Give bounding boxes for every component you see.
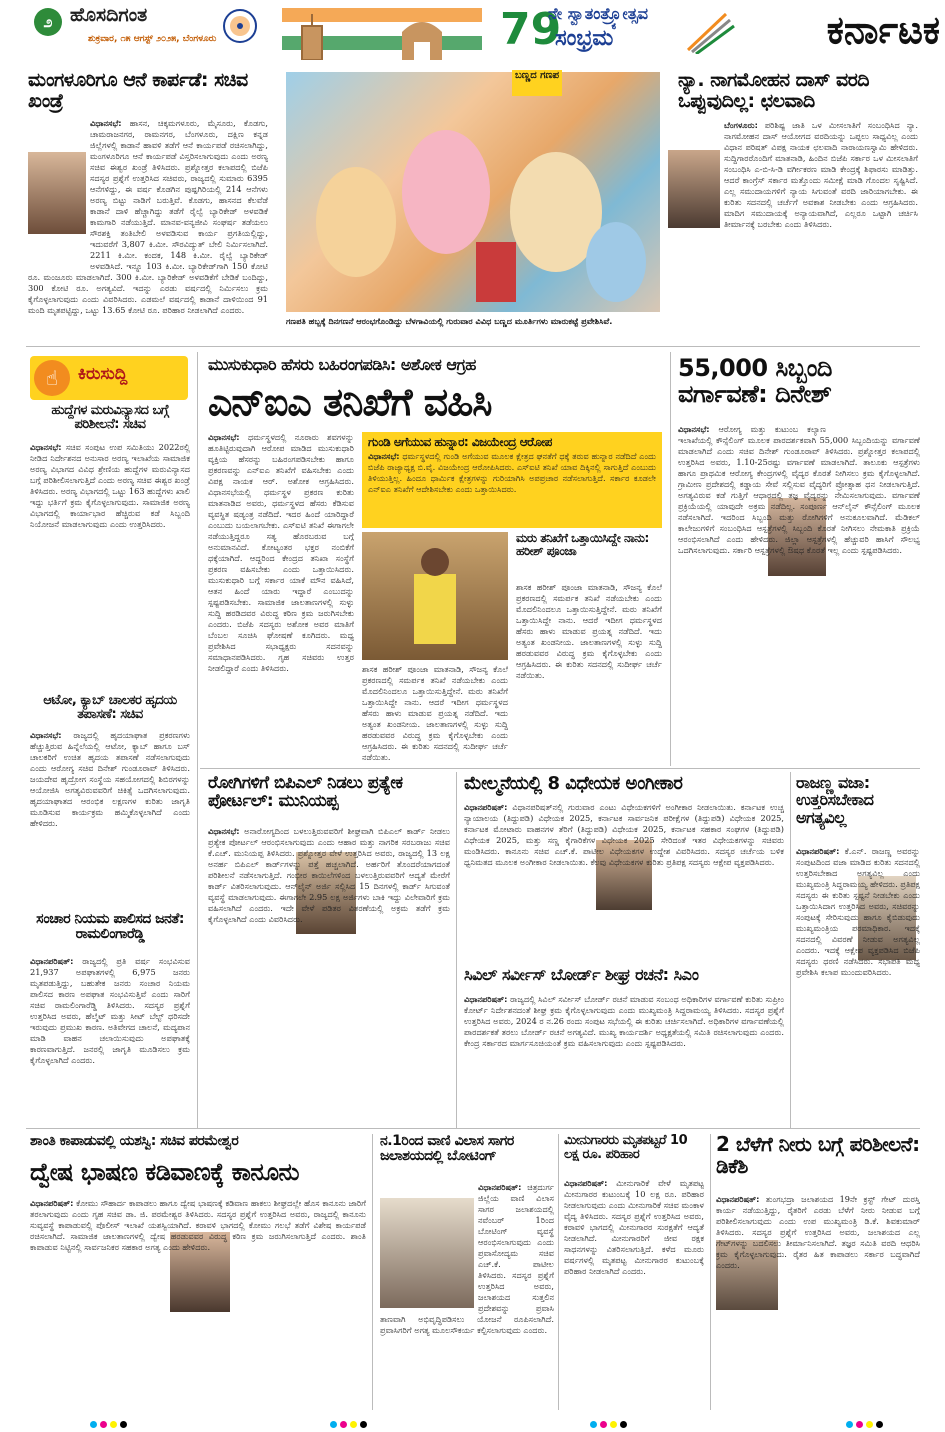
story-headline: 55,000 ಸಿಬ್ಬಂದಿ ವರ್ಗಾವಣೆ: ದಿನೇಶ್ [678,354,832,408]
sidebar-box-body [368,451,656,519]
story-body [30,1198,366,1408]
story-body [28,118,268,340]
story-body [380,1182,554,1408]
column-divider [670,352,671,766]
story-body [464,802,784,958]
story-headline: ಮಂಗಳೂರಿಗೂ ಆನೆ ಕಾರ್ಪಡೆ: ಸಚಿವ ಖಂಡ್ರೆ [28,69,248,112]
dateline: ವಿಧಾನಪರಿಷತ್: [478,1182,522,1192]
story-kicker: ಮುಸುಕುಧಾರಿ ಹೆಸರು ಬಹಿರಂಗಪಡಿಸಿ: ಅಶೋಕ ಆಗ್ರಹ [208,355,476,374]
sidebar-box-title: ಗುಂಡಿ ಅಗೆಯುವ ಹುನ್ನಾರ: ವಿಜಯೇಂದ್ರ ಆರೋಪ [368,435,552,449]
anniversary-number: 79 [500,4,562,55]
dateline: ಬೆಂಗಳೂರು: [724,120,758,130]
kirusuddi-banner [30,356,188,400]
india-gate-illustration [282,2,482,60]
story-text: ಕೆ.ಎನ್. ರಾಜಣ್ಣ ಅವರನ್ನು ಸಂಪುಟದಿಂದ ವಜಾ ಮಾಡಿದ ಕುರಿತು ಸದನದಲ್ಲಿ ಉತ್ತರಿಸಬೇಕಾದ ಅಗತ್ಯವಿಲ್ಲ ಎಂದು ಮುಖ್ಯಮಂತ್ರಿ ಸಿದ್ದರಾಮಯ್ಯ ಹೇಳಿದರು. ಪ್ರತಿಪಕ್ಷ ಸದಸ್ಯರು ಈ ಕುರಿತು ಸ್ಪಷ್ಟನೆ ನೀಡಬೇಕು ಎಂದು ಒತ್ತಾಯಿಸಿದಾಗ ಉತ್ತರಿಸಿದ ಅವರು, ಸಚಿವರನ್ನು ಸಂಪುಟಕ್ಕೆ ಸೇರಿಸುವುದು ಹಾಗೂ ಕೈಬಿಡುವುದು ಮುಖ್ಯಮಂತ್ರಿಯ ಪರಮಾಧಿಕಾರ. ಇದಕ್ಕೆ ಸದನದಲ್ಲಿ ವಿವರಣೆ ನೀಡುವ ಅಗತ್ಯವಿಲ್ಲ ಎಂದರು. ಇದಕ್ಕೆ ಆಕ್ಷೇಪ ವ್ಯಕ್ತಪಡಿಸಿದ ಬಿಜೆಪಿ ಸದಸ್ಯರು ಧರಣಿ ನಡೆಸಿದರು. ಸಭಾಪತಿ ಮಧ್ಯ ಪ್ರವೇಶಿಸಿ ಕಲಾಪ ಮುಂದುವರಿಸಿದರು. [796,846,920,977]
print-registration-marks [90,1413,150,1421]
story-headline: ಸಿವಿಲ್ ಸರ್ವೀಸ್ ಬೋರ್ಡ್ ಶೀಘ್ರ ರಚನೆ: ಸಿಎಂ [464,965,699,984]
column-divider [710,1134,711,1410]
hand-point-icon: ☝ [34,360,70,396]
story-headline: ನ.1ರಿಂದ ವಾಣಿ ವಿಲಾಸ ಸಾಗರ ಜಲಾಶಯದಲ್ಲಿ ಬೋಟಿಂಗ್ [380,1133,514,1165]
column-divider [372,1134,373,1410]
section-divider [26,1128,920,1129]
story-text: ಆರೋಗ್ಯ ಮತ್ತು ಕುಟುಂಬ ಕಲ್ಯಾಣ ಇಲಾಖೆಯಲ್ಲಿ ಕೌನ್ಸೆಲಿಂಗ್ ಮೂಲಕ ಪಾರದರ್ಶಕವಾಗಿ 55,000 ಸಿಬ್ಬಂದಿಯನ್ನು ವರ್ಗಾವಣೆ ಮಾಡಲಾಗಿದೆ ಎಂದು ಸಚಿವ ದಿನೇಶ್ ಗುಂಡೂರಾವ್ ತಿಳಿಸಿದರು. ಪ್ರಶ್ನೋತ್ತರ ಕಲಾಪದಲ್ಲಿ ಉತ್ತರಿಸಿದ ಅವರು, 1.10-25ರಷ್ಟು ವರ್ಗಾವಣೆ ಮಾಡಲಾಗಿದೆ. ತಾಲೂಕು ಆಸ್ಪತ್ರೆಗಳು ಹಾಗೂ ಪ್ರಾಥಮಿಕ ಆರೋಗ್ಯ ಕೇಂದ್ರಗಳಲ್ಲಿ ವೈದ್ಯರ ಕೊರತೆ ನೀಗಿಸಲು ಕ್ರಮ ಕೈಗೊಳ್ಳಲಾಗಿದೆ. ಗ್ರಾಮೀಣ ಪ್ರದೇಶದಲ್ಲಿ ಕಡ್ಡಾಯ ಸೇವೆ ಸಲ್ಲಿಸುವ ವೈದ್ಯರಿಗೆ ಪ್ರೋತ್ಸಾಹ ಧನ ನೀಡಲಾಗುತ್ತಿದೆ. ಅಗತ್ಯವಿರುವ ಕಡೆ ಗುತ್ತಿಗೆ ಆಧಾರದಲ್ಲಿ ತಜ್ಞ ವೈದ್ಯರನ್ನು ನೇಮಿಸಲಾಗುವುದು. ವರ್ಗಾವಣೆ ಪ್ರಕ್ರಿಯೆಯಲ್ಲಿ ಯಾವುದೇ ಅಕ್ರಮ ನಡೆದಿಲ್ಲ. ಸಂಪೂರ್ಣ ಆನ್‌ಲೈನ್ ಕೌನ್ಸೆಲಿಂಗ್ ಮೂಲಕ ನಡೆಸಲಾಗಿದೆ. ಇದರಿಂದ ಸಿಬ್ಬಂದಿ ಮತ್ತು ರೋಗಿಗಳಿಗೆ ಅನುಕೂಲವಾಗಿದೆ. ಮೆಡಿಕಲ್ ಕಾಲೇಜುಗಳಿಗೆ ಸಂಬಂಧಿಸಿದ ಆಸ್ಪತ್ರೆಗಳಲ್ಲಿ ಸಿಬ್ಬಂದಿ ಕೊರತೆ ನೀಗಿಸಲು ನೇಮಕಾತಿ ಪ್ರಕ್ರಿಯೆ ಆರಂಭಿಸಲಾಗಿದೆ ಎಂದು ಹೇಳಿದರು. ಜಿಲ್ಲಾ ಆಸ್ಪತ್ರೆಗಳಲ್ಲಿ ಹೆಚ್ಚುವರಿ ಹಾಸಿಗೆ ಸೌಲಭ್ಯ ಒದಗಿಸಲಾಗುವುದು. ಸರ್ಕಾರಿ ಆಸ್ಪತ್ರೆಗಳಲ್ಲಿ ಔಷಧ ಕೊರತೆ ಇಲ್ಲ ಎಂದು ಸ್ಪಷ್ಟಪಡಿಸಿದರು. [678,424,920,555]
story-text: ಪರಿಶಿಷ್ಟ ಜಾತಿ ಒಳ ಮೀಸಲಾತಿಗೆ ಸಂಬಂಧಿಸಿದ ನ್ಯಾ. ನಾಗಮೋಹನ ದಾಸ್ ಆಯೋಗದ ವರದಿಯನ್ನು ಒಪ್ಪಲು ಸಾಧ್ಯವಿಲ್ಲ ಎಂದು ವಿಧಾನ ಪರಿಷತ್ ವಿಪಕ್ಷ ನಾಯಕ ಛಲವಾದಿ ನಾರಾಯಣಸ್ವಾಮಿ ಹೇಳಿದರು. ಸುದ್ದಿಗಾರರೊಂದಿಗೆ ಮಾತನಾಡಿ, ಹಿಂದಿನ ಬಿಜೆಪಿ ಸರ್ಕಾರ ಒಳ ಮೀಸಲಾತಿಗೆ ಸಂಬಂಧಿಸಿ ಎ-ಬಿ-ಸಿ-ಡಿ ವರ್ಗೀಕರಣ ಮಾಡಿ ಕೇಂದ್ರಕ್ಕೆ ಶಿಫಾರಸು ಮಾಡಿತ್ತು. ಆದರೆ ಕಾಂಗ್ರೆಸ್ ಸರ್ಕಾರ ಮತ್ತೊಂದು ಸಮೀಕ್ಷೆ ಮಾಡಿ ಗೊಂದಲ ಸೃಷ್ಟಿಸಿದೆ. ಎಲ್ಲ ಸಮುದಾಯಗಳಿಗೆ ನ್ಯಾಯ ಸಿಗುವಂತೆ ವರದಿ ಜಾರಿಯಾಗಬೇಕು. ಈ ಕುರಿತು ಸದನದಲ್ಲಿ ಚರ್ಚೆಗೆ ಅವಕಾಶ ನೀಡಬೇಕು ಎಂದು ಆಗ್ರಹಿಸಿದರು. ಮಾದಿಗ ಸಮುದಾಯಕ್ಕೆ ಅನ್ಯಾಯವಾಗಿದೆ, ಎಲ್ಲರೂ ಒಟ್ಟಾಗಿ ಚರ್ಚಿಸಿ ತೀರ್ಮಾನಕ್ಕೆ ಬರಬೇಕು ಎಂದು ತಿಳಿಸಿದರು. [724,120,918,229]
section-title: ಕರ್ನಾಟಕ [826,8,940,52]
story-headline: ದ್ವೇಷ ಭಾಷಣ ಕಡಿವಾಣಕ್ಕೆ ಕಾನೂನು [30,1158,300,1186]
story-text: ರಾಜ್ಯದಲ್ಲಿ ಹೃದಯಾಘಾತ ಪ್ರಕರಣಗಳು ಹೆಚ್ಚುತ್ತಿರುವ ಹಿನ್ನೆಲೆಯಲ್ಲಿ ಆಟೋ, ಕ್ಯಾಬ್ ಹಾಗೂ ಬಸ್ ಚಾಲಕರಿಗೆ ಉಚಿತ ಹೃದಯ ತಪಾಸಣೆ ನಡೆಸಲಾಗುವುದು ಎಂದು ಆರೋಗ್ಯ ಸಚಿವ ದಿನೇಶ್ ಗುಂಡೂರಾವ್ ತಿಳಿಸಿದರು. ಜಯದೇವ ಹೃದ್ರೋಗ ಸಂಸ್ಥೆಯ ಸಹಯೋಗದಲ್ಲಿ ಶಿಬಿರಗಳನ್ನು ಆಯೋಜಿಸಿ ಅಗತ್ಯವಿರುವವರಿಗೆ ಚಿಕಿತ್ಸೆ ಒದಗಿಸಲಾಗುವುದು. ಹೃದಯಾಘಾತದ ಆರಂಭಿಕ ಲಕ್ಷಣಗಳ ಕುರಿತು ಜಾಗೃತಿ ಮೂಡಿಸುವ ಕಾರ್ಯಕ್ರಮ ಹಮ್ಮಿಕೊಳ್ಳಲಾಗಿದೆ ಎಂದು ಹೇಳಿದರು. [30,730,190,828]
sidebar-box [362,432,662,528]
column-divider [790,772,791,1128]
ganesha-idols-photo [286,72,660,312]
dateline: ವಿಧಾನಪರಿಷತ್: [30,956,74,966]
page-number-badge: ೨ [34,8,62,36]
anniversary-line-2: ಸಂಭ್ರಮ [555,26,614,51]
column-divider [558,1134,559,1410]
story-text: ಧರ್ಮಸ್ಥಳದಲ್ಲಿ ಗುಂಡಿ ಅಗೆಯುವ ಮೂಲಕ ಕ್ಷೇತ್ರದ ಘನತೆಗೆ ಧಕ್ಕೆ ತರುವ ಹುನ್ನಾರ ನಡೆದಿದೆ ಎಂದು ಬಿಜೆಪಿ ರಾಜ್ಯಾಧ್ಯಕ್ಷ ಬಿ.ವೈ. ವಿಜಯೇಂದ್ರ ಆರೋಪಿಸಿದರು. ಎಸ್‌ಐಟಿ ತನಿಖೆ ಯಾವ ದಿಕ್ಕಿನಲ್ಲಿ ಸಾಗುತ್ತಿದೆ ಎಂಬುದು ತಿಳಿಯುತ್ತಿಲ್ಲ. ಹಿಂದೂ ಧಾರ್ಮಿಕ ಕ್ಷೇತ್ರಗಳನ್ನು ಗುರಿಯಾಗಿಸಿ ಅಪಪ್ರಚಾರ ನಡೆಸಲಾಗುತ್ತಿದೆ. ಸರ್ಕಾರ ಕೂಡಲೇ ಎನ್‌ಐಎ ತನಿಖೆಗೆ ಆದೇಶಿಸಬೇಕು ಎಂದು ಒತ್ತಾಯಿಸಿದರು. [368,450,656,494]
dateline: ವಿಧಾನಪರಿಷತ್: [716,1194,760,1204]
story-body [564,1178,704,1408]
newspaper-logo: ಹೊಸದಿಗಂತ [70,4,148,26]
story-body [30,956,190,1122]
story-headline: ರಾಜಣ್ಣ ವಜಾ: ಉತ್ತರಿಸಬೇಕಾದ ಅಗತ್ಯವಿಲ್ಲ [796,773,874,827]
brief-body [30,442,190,690]
story-text: ಧರ್ಮಸ್ಥಳದಲ್ಲಿ ನೂರಾರು ಶವಗಳನ್ನು ಹೂತಿಟ್ಟಿರುವುದಾಗಿ ಆರೋಪ ಮಾಡಿದ ಮುಸುಕುಧಾರಿ ವ್ಯಕ್ತಿಯ ಹೆಸರನ್ನು ಬಹಿರಂಗಪಡಿಸಬೇಕು ಹಾಗೂ ಪ್ರಕರಣವನ್ನು ಎನ್‌ಐಎ ತನಿಖೆಗೆ ವಹಿಸಬೇಕು ಎಂದು ವಿಪಕ್ಷ ನಾಯಕ ಆರ್. ಅಶೋಕ ಆಗ್ರಹಿಸಿದರು. ವಿಧಾನಸಭೆಯಲ್ಲಿ ಧರ್ಮಸ್ಥಳ ಪ್ರಕರಣ ಕುರಿತು ಮಾತನಾಡಿದ ಅವರು, ಧರ್ಮಸ್ಥಳದ ಹೆಸರು ಕೆಡಿಸುವ ವ್ಯವಸ್ಥಿತ ಷಡ್ಯಂತ್ರ ನಡೆದಿದೆ. ಇದರ ಹಿಂದೆ ಯಾರಿದ್ದಾರೆ ಎಂಬುದು ಬಯಲಾಗಬೇಕು. ಎಸ್‌ಐಟಿ ತನಿಖೆ ಈಗಾಗಲೇ ನಡೆಯುತ್ತಿದ್ದರೂ ಸತ್ಯ ಹೊರಬರುವ ಬಗ್ಗೆ ಅನುಮಾನವಿದೆ. ಕೋಟ್ಯಂತರ ಭಕ್ತರ ನಂಬಿಕೆಗೆ ಧಕ್ಕೆಯಾಗಿದೆ. ಆದ್ದರಿಂದ ಕೇಂದ್ರದ ತನಿಖಾ ಸಂಸ್ಥೆಗೆ ಪ್ರಕರಣ ವಹಿಸಬೇಕು ಎಂದು ಒತ್ತಾಯಿಸಿದರು. ಮುಸುಕುಧಾರಿ ಬಗ್ಗೆ ಸರ್ಕಾರ ಯಾಕೆ ಮೌನ ವಹಿಸಿದೆ, ಆತನ ಹಿಂದೆ ಯಾರು ಇದ್ದಾರೆ ಎಂಬುದನ್ನು ಸ್ಪಷ್ಟಪಡಿಸಬೇಕು. ಸಾಮಾಜಿಕ ಜಾಲತಾಣಗಳಲ್ಲಿ ಸುಳ್ಳು ಸುದ್ದಿ ಹರಡಿದವರ ವಿರುದ್ಧ ಕಠಿಣ ಕ್ರಮ ಜರುಗಿಸಬೇಕು ಎಂದರು. ಬಿಜೆಪಿ ಸದಸ್ಯರು ಅಶೋಕ ಅವರ ಮಾತಿಗೆ ಬೆಂಬಲ ಸೂಚಿಸಿ ಘೋಷಣೆ ಕೂಗಿದರು. ಮಧ್ಯ ಪ್ರವೇಶಿಸಿದ ಸಭಾಧ್ಯಕ್ಷರು ಸದನವನ್ನು ಸಮಾಧಾನಪಡಿಸಿದರು. ಗೃಹ ಸಚಿವರು ಉತ್ತರ ನೀಡಲಿದ್ದಾರೆ ಎಂದು ತಿಳಿಸಿದರು. [208,432,354,673]
story-headline: ಸಂಚಾರ ನಿಯಮ ಪಾಲಿಸದ ಜನತೆ: ರಾಮಲಿಂಗಾರೆಡ್ಡಿ [36,911,184,943]
kirusuddi-label: ಕಿರುಸುದ್ದಿ [78,364,128,384]
story-text: ವಿಧಾನಪರಿಷತ್‌ನಲ್ಲಿ ಗುರುವಾರ ಎಂಟು ವಿಧೇಯಕಗಳಿಗೆ ಅಂಗೀಕಾರ ನೀಡಲಾಯಿತು. ಕರ್ನಾಟಕ ಉಚ್ಚ ನ್ಯಾಯಾಲಯ (ತಿದ್ದುಪಡಿ) ವಿಧೇಯಕ 2025, ಕರ್ನಾಟಕ ಸಾರ್ವಜನಿಕ ಪರೀಕ್ಷೆಗಳ (ತಿದ್ದುಪಡಿ) ವಿಧೇಯಕ 2025, ಕರ್ನಾಟಕ ಮೋಟಾರು ವಾಹನಗಳ ತೆರಿಗೆ (ತಿದ್ದುಪಡಿ) ವಿಧೇಯಕ 2025, ಕರ್ನಾಟಕ ಸಹಕಾರ ಸಂಘಗಳ (ತಿದ್ದುಪಡಿ) ವಿಧೇಯಕ 2025, ಮತ್ತು ಸಣ್ಣ ಕೈಗಾರಿಕೆಗಳ ವಿಧೇಯಕ 2025 ಸೇರಿದಂತೆ ಇತರ ವಿಧೇಯಕಗಳನ್ನು ಸಚಿವರು ಮಂಡಿಸಿದರು. ಕಾನೂನು ಸಚಿವ ಎಚ್.ಕೆ. ಪಾಟೀಲ ವಿಧೇಯಕಗಳ ಉದ್ದೇಶ ವಿವರಿಸಿದರು. ಸದಸ್ಯರ ಚರ್ಚೆಯ ಬಳಿಕ ಧ್ವನಿಮತದ ಮೂಲಕ ಅಂಗೀಕಾರ ನೀಡಲಾಯಿತು. ಕೆಲವು ವಿಧೇಯಕಗಳ ಕುರಿತು ಪ್ರತಿಪಕ್ಷ ಸದಸ್ಯರು ಆಕ್ಷೇಪ ವ್ಯಕ್ತಪಡಿಸಿದರು. [464,802,784,867]
story-body [796,846,920,1122]
story-kicker: ಶಾಂತಿ ಕಾಪಾಡುವಲ್ಲಿ ಯಶಸ್ವಿ: ಸಚಿವ ಪರಮೇಶ್ವರ [30,1133,239,1149]
print-registration-marks [330,1413,390,1421]
story-headline: ನ್ಯಾ. ನಾಗಮೋಹನ ದಾಸ್ ವರದಿ ಒಪ್ಪುವುದಿಲ್ಲ: ಛಲವಾದಿ [678,69,870,112]
story-body [716,1194,920,1408]
column-divider [197,352,198,1128]
print-registration-marks [590,1413,650,1421]
issue-date: ಶುಕ್ರವಾರ, ೧೫ ಆಗಸ್ಟ್ ೨೦೨೫, ಬೆಂಗಳೂರು [88,34,217,44]
dateline: ವಿಧಾನಸಭೆ: [30,442,62,452]
dateline: ವಿಧಾನಪರಿಷತ್: [30,1198,74,1208]
story-text: ಹಾಸನ, ಚಿಕ್ಕಮಗಳೂರು, ಮೈಸೂರು, ಕೊಡಗು, ಚಾಮರಾಜನಗರ, ರಾಮನಗರ, ಬೆಂಗಳೂರು, ದಕ್ಷಿಣ ಕನ್ನಡ ಜಿಲ್ಲೆಗಳಲ್ಲಿ ಕಾಡಾನೆ ಹಾವಳಿ ತಡೆಗೆ ಆನೆ ಕಾರ್ಯಪಡೆ ರಚಿಸಲಾಗಿದ್ದು, ಮಂಗಳೂರಿಗೂ ಆನೆ ಕಾರ್ಯಪಡೆ ವಿಸ್ತರಿಸಲಾಗುವುದು ಎಂದು ಅರಣ್ಯ ಸಚಿವ ಈಶ್ವರ ಖಂಡ್ರೆ ತಿಳಿಸಿದರು. ಪ್ರಶ್ನೋತ್ತರ ಕಲಾಪದಲ್ಲಿ ಬಿಜೆಪಿ ಸದಸ್ಯರ ಪ್ರಶ್ನೆಗೆ ಉತ್ತರಿಸಿದ ಸಚಿವರು, ರಾಜ್ಯದಲ್ಲಿ ಸುಮಾರು 6395 ಆನೆಗಳಿದ್ದು, ಈ ವರ್ಷ ಕೊಡಗಿನ ಪುಷ್ಪಗಿರಿಯಲ್ಲಿ 214 ಆನೆಗಳು ಅರಣ್ಯ ಬಿಟ್ಟು ನಾಡಿಗೆ ಬರುತ್ತಿವೆ. ಕೊಡಗು, ಹಾಸನದ ಕೆಲವೆಡೆ ಕಾಡಾನೆ ದಾಳಿ ಹೆಚ್ಚಾಗಿದ್ದು ತಡೆಗೆ ರೈಲ್ವೆ ಬ್ಯಾರಿಕೇಡ್ ಅಳವಡಿಕೆ ಕಾಮಗಾರಿ ನಡೆಯುತ್ತಿದೆ. ಮಾನವ-ವನ್ಯಜೀವಿ ಸಂಘರ್ಷ ತಡೆಯಲು ಸೌರಶಕ್ತಿ ತಂತಿಬೇಲಿ ಅಳವಡಿಸುವ ಕಾರ್ಯ ಪ್ರಗತಿಯಲ್ಲಿದ್ದು, ಇದುವರೆಗೆ 3,807 ಕಿ.ಮೀ. ಸೌರವಿದ್ಯುತ್ ಬೇಲಿ ನಿರ್ಮಿಸಲಾಗಿದೆ. 2211 ಕಿ.ಮೀ. ಕಂದಕ, 148 ಕಿ.ಮೀ. ರೈಲ್ವೆ ಬ್ಯಾರಿಕೇಡ್ ಅಳವಡಿಸಿದೆ. ಇನ್ನೂ 103 ಕಿ.ಮೀ. ಬ್ಯಾರಿಕೇಡ್‌ಗಾಗಿ 150 ಕೋಟಿ ರೂ. ಮಂಜೂರು ಮಾಡಲಾಗಿದೆ. 300 ಕಿ.ಮೀ. ಬ್ಯಾರಿಕೇಡ್ ಅಳವಡಿಕೆಗೆ ಬೇಡಿಕೆ ಬಂದಿದ್ದು, 300 ಕೋಟಿ ರೂ. ಅಗತ್ಯವಿದೆ. ಇದನ್ನು ಎರಡು ವರ್ಷದಲ್ಲಿ ನಿರ್ಮಿಸಲು ಕ್ರಮ ಕೈಗೊಳ್ಳಲಾಗುವುದು ಎಂದು ವಿವರಿಸಿದರು. ಎಡಮಲೆ ವರ್ಷದಲ್ಲಿ ಕಾಡಾನೆ ದಾಳಿಯಿಂದ 91 ಮಂದಿ ಮೃತಪಟ್ಟಿದ್ದು, ಒಟ್ಟು 13.65 ಕೋಟಿ ರೂ. ಪರಿಹಾರ ನೀಡಲಾಗಿದೆ ಎಂದರು. [28,118,268,315]
story-text: ಚಿತ್ರದುರ್ಗ ಜಿಲ್ಲೆಯ ವಾಣಿ ವಿಲಾಸ ಸಾಗರ ಜಲಾಶಯದಲ್ಲಿ ನವೆಂಬರ್ 1ರಿಂದ ಬೋಟಿಂಗ್ ವ್ಯವಸ್ಥೆ ಆರಂಭಿಸಲಾಗುವುದು ಎಂದು ಪ್ರವಾಸೋದ್ಯಮ ಸಚಿವ ಎಚ್.ಕೆ. ಪಾಟೀಲ ತಿಳಿಸಿದರು. ಸದಸ್ಯರ ಪ್ರಶ್ನೆಗೆ ಉತ್ತರಿಸಿದ ಅವರು, ಜಲಾಶಯದ ಸುತ್ತಲಿನ ಪ್ರದೇಶವನ್ನು ಪ್ರವಾಸಿ ತಾಣವಾಗಿ ಅಭಿವೃದ್ಧಿಪಡಿಸಲು ಯೋಜನೆ ರೂಪಿಸಲಾಗಿದೆ. ಪ್ರವಾಸಿಗರಿಗೆ ಅಗತ್ಯ ಮೂಲಸೌಕರ್ಯ ಕಲ್ಪಿಸಲಾಗುವುದು ಎಂದರು. [380,1182,554,1335]
story-text: ಅನಾರೋಗ್ಯದಿಂದ ಬಳಲುತ್ತಿರುವವರಿಗೆ ಶೀಘ್ರವಾಗಿ ಬಿಪಿಎಲ್ ಕಾರ್ಡ್ ನೀಡಲು ಪ್ರತ್ಯೇಕ ಪೋರ್ಟಲ್ ಆರಂಭಿಸಲಾಗುವುದು ಎಂದು ಆಹಾರ ಮತ್ತು ನಾಗರಿಕ ಸರಬರಾಜು ಸಚಿವ ಕೆ.ಎಚ್. ಮುನಿಯಪ್ಪ ತಿಳಿಸಿದರು. ಪ್ರಶ್ನೋತ್ತರ ವೇಳೆ ಉತ್ತರಿಸಿದ ಅವರು, ರಾಜ್ಯದಲ್ಲಿ 13 ಲಕ್ಷ ಅನರ್ಹ ಬಿಪಿಎಲ್ ಕಾರ್ಡ್‌ಗಳನ್ನು ಪತ್ತೆ ಹಚ್ಚಲಾಗಿದೆ. ಅರ್ಹರಿಗೆ ತೊಂದರೆಯಾಗದಂತೆ ಪರಿಶೀಲನೆ ನಡೆಸಲಾಗುತ್ತಿದೆ. ಗಂಭೀರ ಕಾಯಿಲೆಗಳಿಂದ ಬಳಲುತ್ತಿರುವವರಿಗೆ ಆದ್ಯತೆ ಮೇರೆಗೆ ಕಾರ್ಡ್ ವಿತರಿಸಲಾಗುವುದು. ಆನ್‌ಲೈನ್ ಅರ್ಜಿ ಸಲ್ಲಿಸಿದ 15 ದಿನಗಳಲ್ಲಿ ಕಾರ್ಡ್ ಸಿಗುವಂತೆ ವ್ಯವಸ್ಥೆ ಮಾಡಲಾಗುವುದು. ಈಗಾಗಲೇ 2.95 ಲಕ್ಷ ಅರ್ಜಿಗಳು ಬಾಕಿ ಇದ್ದು ವಿಲೇವಾರಿಗೆ ಕ್ರಮ ವಹಿಸಲಾಗಿದೆ ಎಂದರು. ಇದೇ ವೇಳೆ ಪಡಿತರ ವಿತರಣೆಯಲ್ಲಿ ಅಕ್ರಮ ತಡೆಗೆ ಕ್ರಮ ಕೈಗೊಳ್ಳಲಾಗಿದೆ ಎಂದು ವಿವರಿಸಿದರು. [208,826,450,924]
dateline: ವಿಧಾನಪರಿಷತ್: [464,802,508,812]
dateline: ವಿಧಾನಸಭೆ: [368,450,400,461]
story-text: ರಾಜ್ಯದಲ್ಲಿ ಪ್ರತಿ ವರ್ಷ ಸಂಭವಿಸುವ 21,937 ಅಪಘಾತಗಳಲ್ಲಿ 6,975 ಜನರು ಮೃತಪಡುತ್ತಿದ್ದು, ಬಹುತೇಕ ಜನರು ಸಂಚಾರ ನಿಯಮ ಪಾಲಿಸದ ಕಾರಣ ಅಪಘಾತ ಸಂಭವಿಸುತ್ತಿವೆ ಎಂದು ಸಾರಿಗೆ ಸಚಿವ ರಾಮಲಿಂಗಾರೆಡ್ಡಿ ತಿಳಿಸಿದರು. ಸದಸ್ಯರ ಪ್ರಶ್ನೆಗೆ ಉತ್ತರಿಸಿದ ಅವರು, ಹೆಲ್ಮೆಟ್ ಮತ್ತು ಸೀಟ್ ಬೆಲ್ಟ್ ಧರಿಸದೇ ಇರುವುದು ಪ್ರಮುಖ ಕಾರಣ. ಅತಿವೇಗದ ಚಾಲನೆ, ಮದ್ಯಪಾನ ಮಾಡಿ ವಾಹನ ಚಲಾಯಿಸುವುದು ಅಪಘಾತಕ್ಕೆ ಕಾರಣವಾಗುತ್ತಿದೆ. ಜನರಲ್ಲಿ ಜಾಗೃತಿ ಮೂಡಿಸಲು ಕ್ರಮ ಕೈಗೊಳ್ಳಲಾಗಿದೆ ಎಂದರು. [30,956,190,1065]
dateline: ವಿಧಾನಸಭೆ: [30,730,62,740]
brief-headline: ಆಟೋ, ಕ್ಯಾಬ್ ಚಾಲಕರ ಹೃದಯ ತಪಾಸಣೆ: ಸಚಿವ [43,693,177,723]
print-registration-marks [846,1413,906,1421]
dateline: ವಿಧಾನಪರಿಷತ್: [464,994,508,1004]
dateline: ವಿಧಾನಪರಿಷತ್: [564,1178,608,1188]
story-text: ಕೋಮು ಸೌಹಾರ್ದ ಕಾಪಾಡಲು ಹಾಗೂ ದ್ವೇಷ ಭಾಷಣಕ್ಕೆ ಕಡಿವಾಣ ಹಾಕಲು ಶೀಘ್ರದಲ್ಲೇ ಹೊಸ ಕಾನೂನು ಜಾರಿಗೆ ತರಲಾಗುವುದು ಎಂದು ಗೃಹ ಸಚಿವ ಡಾ. ಜಿ. ಪರಮೇಶ್ವರ ತಿಳಿಸಿದರು. ಸದಸ್ಯರ ಪ್ರಶ್ನೆಗೆ ಉತ್ತರಿಸಿದ ಅವರು, ರಾಜ್ಯದಲ್ಲಿ ಕಾನೂನು ಸುವ್ಯವಸ್ಥೆ ಕಾಪಾಡುವಲ್ಲಿ ಪೊಲೀಸ್ ಇಲಾಖೆ ಯಶಸ್ವಿಯಾಗಿದೆ. ಕರಾವಳಿ ಭಾಗದಲ್ಲಿ ಕೋಮು ಗಲಭೆ ತಡೆಗೆ ವಿಶೇಷ ಕಾರ್ಯಪಡೆ ರಚಿಸಲಾಗಿದೆ. ಸಾಮಾಜಿಕ ಜಾಲತಾಣಗಳಲ್ಲಿ ದ್ವೇಷ ಹರಡುವವರ ವಿರುದ್ಧ ಕಠಿಣ ಕ್ರಮ ಜರುಗಿಸಲಾಗುತ್ತಿದೆ ಎಂದರು. ಶಾಂತಿ ಕಾಪಾಡುವ ನಿಟ್ಟಿನಲ್ಲಿ ಸಾರ್ವಜನಿಕರ ಸಹಕಾರ ಅಗತ್ಯ ಎಂದು ಹೇಳಿದರು. [30,1198,366,1252]
story-text: ರಾಜ್ಯದಲ್ಲಿ ಸಿವಿಲ್ ಸರ್ವೀಸ್ ಬೋರ್ಡ್ ರಚನೆ ಮಾಡುವ ಸಂಬಂಧ ಅಧಿಕಾರಿಗಳ ವರ್ಗಾವಣೆ ಕುರಿತು ಸುಪ್ರೀಂ ಕೋರ್ಟ್ ನಿರ್ದೇಶನದಂತೆ ಶೀಘ್ರ ಕ್ರಮ ಕೈಗೊಳ್ಳಲಾಗುವುದು ಎಂದು ಮುಖ್ಯಮಂತ್ರಿ ಸಿದ್ದರಾಮಯ್ಯ ತಿಳಿಸಿದರು. ಸದಸ್ಯರ ಪ್ರಶ್ನೆಗೆ ಉತ್ತರಿಸಿದ ಅವರು, 2024 ರ ನ.26 ರಂದು ಸಂಪುಟ ಸಭೆಯಲ್ಲಿ ಈ ಕುರಿತು ಚರ್ಚಿಸಲಾಗಿದೆ. ಅಧಿಕಾರಿಗಳ ವರ್ಗಾವಣೆಯಲ್ಲಿ ಪಾರದರ್ಶಕತೆ ತರಲು ಬೋರ್ಡ್ ರಚನೆ ಅಗತ್ಯವಿದೆ. ಮುಖ್ಯ ಕಾರ್ಯದರ್ಶಿ ಅಧ್ಯಕ್ಷತೆಯಲ್ಲಿ ಸಮಿತಿ ರಚಿಸಲಾಗುವುದು ಎಂದರು. ಕೇಂದ್ರ ಸರ್ಕಾರದ ಮಾರ್ಗಸೂಚಿಯಂತೆ ಕ್ರಮ ವಹಿಸಲಾಗುವುದು ಎಂದು ಸ್ಪಷ್ಟಪಡಿಸಿದರು. [464,994,784,1048]
dateline: ವಿಧಾನಸಭೆ: [208,432,240,442]
story-body [464,994,784,1122]
lead-body-col1 [208,432,354,766]
dateline: ವಿಧಾನಸಭೆ: [208,826,240,836]
dateline: ವಿಧಾನಸಭೆ: [678,424,710,434]
quote-body: ಶಾಸಕ ಹರೀಶ್ ಪೂಂಜಾ ಮಾತನಾಡಿ, ಸೌಜನ್ಯ ಕೊಲೆ ಪ್ರಕರಣದಲ್ಲಿ ಸಮರ್ಪಕ ತನಿಖೆ ನಡೆಯಬೇಕು ಎಂದು ಮೊದಲಿನಿಂದಲೂ ಒತ್ತಾಯಿಸುತ್ತಿದ್ದೇನೆ. ಮರು ತನಿಖೆಗೆ ಒತ್ತಾಯಿಸಿದ್ದೇ ನಾನು. ಆದರೆ ಇದೀಗ ಧರ್ಮಸ್ಥಳದ ಹೆಸರು ಹಾಳು ಮಾಡುವ ಪ್ರಯತ್ನ ನಡೆದಿದೆ. ಇದು ಅತ್ಯಂತ ಖಂಡನೀಯ. ಜಾಲತಾಣಗಳಲ್ಲಿ ಸುಳ್ಳು ಸುದ್ದಿ ಹರಡುವವರ ವಿರುದ್ಧ ಕ್ರಮ ಕೈಗೊಳ್ಳಬೇಕು ಎಂದು ಆಗ್ರಹಿಸಿದರು. ಈ ಕುರಿತು ಸದನದಲ್ಲಿ ಸುದೀರ್ಘ ಚರ್ಚೆ ನಡೆಯಿತು. [516,582,662,680]
story-text: ಮೀನುಗಾರಿಕೆ ವೇಳೆ ಮೃತಪಟ್ಟ ಮೀನುಗಾರರ ಕುಟುಂಬಕ್ಕೆ 10 ಲಕ್ಷ ರೂ. ಪರಿಹಾರ ನೀಡಲಾಗುವುದು ಎಂದು ಮೀನುಗಾರಿಕೆ ಸಚಿವ ಮಂಕಾಳ ವೈದ್ಯ ತಿಳಿಸಿದರು. ಸದಸ್ಯರ ಪ್ರಶ್ನೆಗೆ ಉತ್ತರಿಸಿದ ಅವರು, ಕರಾವಳಿ ಭಾಗದಲ್ಲಿ ಮೀನುಗಾರರ ಸುರಕ್ಷತೆಗೆ ಆದ್ಯತೆ ನೀಡಲಾಗಿದೆ. ಮೀನುಗಾರರಿಗೆ ಜೀವ ರಕ್ಷಕ ಸಾಧನಗಳನ್ನು ವಿತರಿಸಲಾಗುತ್ತಿದೆ. ಕಳೆದ ಮೂರು ವರ್ಷಗಳಲ್ಲಿ ಮೃತಪಟ್ಟ ಮೀನುಗಾರರ ಕುಟುಂಬಕ್ಕೆ ಪರಿಹಾರ ನೀಡಲಾಗಿದೆ ಎಂದರು. [564,1178,704,1276]
section-divider [200,768,920,769]
column-divider [456,772,457,1128]
story-headline: ಮೇಲ್ಮನೆಯಲ್ಲಿ 8 ವಿಧೇಯಕ ಅಂಗೀಕಾರ [464,773,683,794]
story-headline: 2 ಬೆಳೆಗೆ ನೀರು ಬಗ್ಗೆ ಪರಿಶೀಲನೆ: ಡಿಕೆಶಿ [716,1132,920,1178]
brief-headline: ಹುದ್ದೆಗಳ ಮರುವಿನ್ಯಾಸದ ಬಗ್ಗೆ ಪರಿಶೀಲನೆ: ಸಚಿವ [51,403,169,433]
jet-formation-illustration [686,6,736,54]
dateline: ವಿಧಾನಸಭೆ: [90,118,122,128]
photo-caption: ಗಣಪತಿ ಹಬ್ಬಕ್ಕೆ ದಿನಗಣನೆ ಆರಂಭಗೊಂಡಿದ್ದು ಬೆಳಗಾವಿಯಲ್ಲಿ ಗುರುವಾರ ವಿವಿಧ ಬಣ್ಣದ ಮೂರ್ತಿಗಳು ಮಾರುಕಟ್ಟೆ ಪ್ರವೇಶಿಸಿವೆ. [286,316,613,326]
quote-title: ಮರು ತನಿಖೆಗೆ ಒತ್ತಾಯಿಸಿದ್ದೇ ನಾನು: ಹರೀಶ್ ಪೂಂಜಾ [516,531,649,558]
section-divider [26,346,920,347]
assembly-photo [362,532,508,660]
brief-body [30,730,190,910]
story-body [668,120,918,342]
story-body [208,826,450,1122]
story-body [678,424,920,764]
photo-illustration [362,532,508,660]
photo-tag: ಬಣ್ಣದ ಗಣಪ [512,70,562,96]
story-headline: ರೋಗಿಗಳಿಗೆ ಬಿಪಿಎಲ್ ನಿಡಲು ಪ್ರತ್ಯೇಕ ಪೋರ್ಟಲ್: ಮುನಿಯಪ್ಪ [208,773,403,812]
story-headline: ಮೀನುಗಾರರು ಮೃತಪಟ್ಟರೆ 10 ಲಕ್ಷ ರೂ. ಪರಿಹಾರ [564,1133,688,1163]
photo-illustration [286,72,660,312]
anniversary-line-1: ನೇ ಸ್ವಾತಂತ್ರ್ಯೋತ್ಸವ [548,4,649,23]
masthead [0,0,945,64]
dateline: ವಿಧಾನಪರಿಷತ್: [796,846,840,856]
story-text: ಸಚಿವ ಸಂಪುಟ ಉಪ ಸಮಿತಿಯು 2022ರಲ್ಲಿ ನೀಡಿದ ನಿರ್ದೇಶನದ ಅನುಸಾರ ಅರಣ್ಯ ಇಲಾಖೆಯ ಸಾಮಾಜಿಕ ಅರಣ್ಯ ವಿಭಾಗದ ವಿವಿಧ ಶ್ರೇಣಿಯ ಹುದ್ದೆಗಳ ಮರುವಿನ್ಯಾಸದ ಬಗ್ಗೆ ಪರಿಶೀಲಿಸಲಾಗುತ್ತಿದೆ ಎಂದು ಅರಣ್ಯ ಸಚಿವ ಈಶ್ವರ ಖಂಡ್ರೆ ತಿಳಿಸಿದರು. ಅರಣ್ಯ ವಿಭಾಗದಲ್ಲಿ ಒಟ್ಟು 163 ಹುದ್ದೆಗಳು ಖಾಲಿ ಇದ್ದು ಭರ್ತಿಗೆ ಕ್ರಮ ಕೈಗೊಳ್ಳಲಾಗುವುದು. ಸಾಮಾಜಿಕ ಅರಣ್ಯ ವಿಭಾಗದಲ್ಲಿ ಕಾರ್ಯಾಭಾರ ಹೆಚ್ಚಿರುವ ಕಡೆ ಸಿಬ್ಬಂದಿ ನಿಯೋಜನೆ ಮಾಡಲಾಗುವುದು ಎಂದು ಉತ್ತರಿಸಿದರು. [30,442,190,529]
ashoka-chakra-icon [222,8,258,44]
lead-headline: ಎನ್‌ಐಎ ತನಿಖೆಗೆ ವಹಿಸಿ [208,380,492,424]
story-text: ತುಂಗಭದ್ರಾ ಜಲಾಶಯದ 19ನೇ ಕ್ರಸ್ಟ್ ಗೇಟ್ ದುರಸ್ತಿ ಕಾರ್ಯ ನಡೆಯುತ್ತಿದ್ದು, ರೈತರಿಗೆ ಎರಡು ಬೆಳೆಗೆ ನೀರು ನೀಡುವ ಬಗ್ಗೆ ಪರಿಶೀಲಿಸಲಾಗುವುದು ಎಂದು ಉಪ ಮುಖ್ಯಮಂತ್ರಿ ಡಿ.ಕೆ. ಶಿವಕುಮಾರ್ ತಿಳಿಸಿದರು. ಸದಸ್ಯರ ಪ್ರಶ್ನೆಗೆ ಉತ್ತರಿಸಿದ ಅವರು, ಜಲಾಶಯದ ಎಲ್ಲ ಗೇಟ್‌ಗಳನ್ನು ಬದಲಿಸಲು ತೀರ್ಮಾನಿಸಲಾಗಿದೆ. ತಜ್ಞರ ಸಮಿತಿ ವರದಿ ಆಧರಿಸಿ ಕ್ರಮ ಕೈಗೊಳ್ಳಲಾಗುವುದು. ರೈತರ ಹಿತ ಕಾಪಾಡಲು ಸರ್ಕಾರ ಬದ್ಧವಾಗಿದೆ ಎಂದರು. [716,1194,920,1270]
lead-body-col2: ಶಾಸಕ ಹರೀಶ್ ಪೂಂಜಾ ಮಾತನಾಡಿ, ಸೌಜನ್ಯ ಕೊಲೆ ಪ್ರಕರಣದಲ್ಲಿ ಸಮರ್ಪಕ ತನಿಖೆ ನಡೆಯಬೇಕು ಎಂದು ಮೊದಲಿನಿಂದಲೂ ಒತ್ತಾಯಿಸುತ್ತಿದ್ದೇನೆ. ಮರು ತನಿಖೆಗೆ ಒತ್ತಾಯಿಸಿದ್ದೇ ನಾನು. ಆದರೆ ಇದೀಗ ಧರ್ಮಸ್ಥಳದ ಹೆಸರು ಹಾಳು ಮಾಡುವ ಪ್ರಯತ್ನ ನಡೆದಿದೆ. ಇದು ಅತ್ಯಂತ ಖಂಡನೀಯ. ಜಾಲತಾಣಗಳಲ್ಲಿ ಸುಳ್ಳು ಸುದ್ದಿ ಹರಡುವವರ ವಿರುದ್ಧ ಕ್ರಮ ಕೈಗೊಳ್ಳಬೇಕು ಎಂದು ಆಗ್ರಹಿಸಿದರು. ಈ ಕುರಿತು ಸದನದಲ್ಲಿ ಸುದೀರ್ಘ ಚರ್ಚೆ ನಡೆಯಿತು. [362,664,508,762]
